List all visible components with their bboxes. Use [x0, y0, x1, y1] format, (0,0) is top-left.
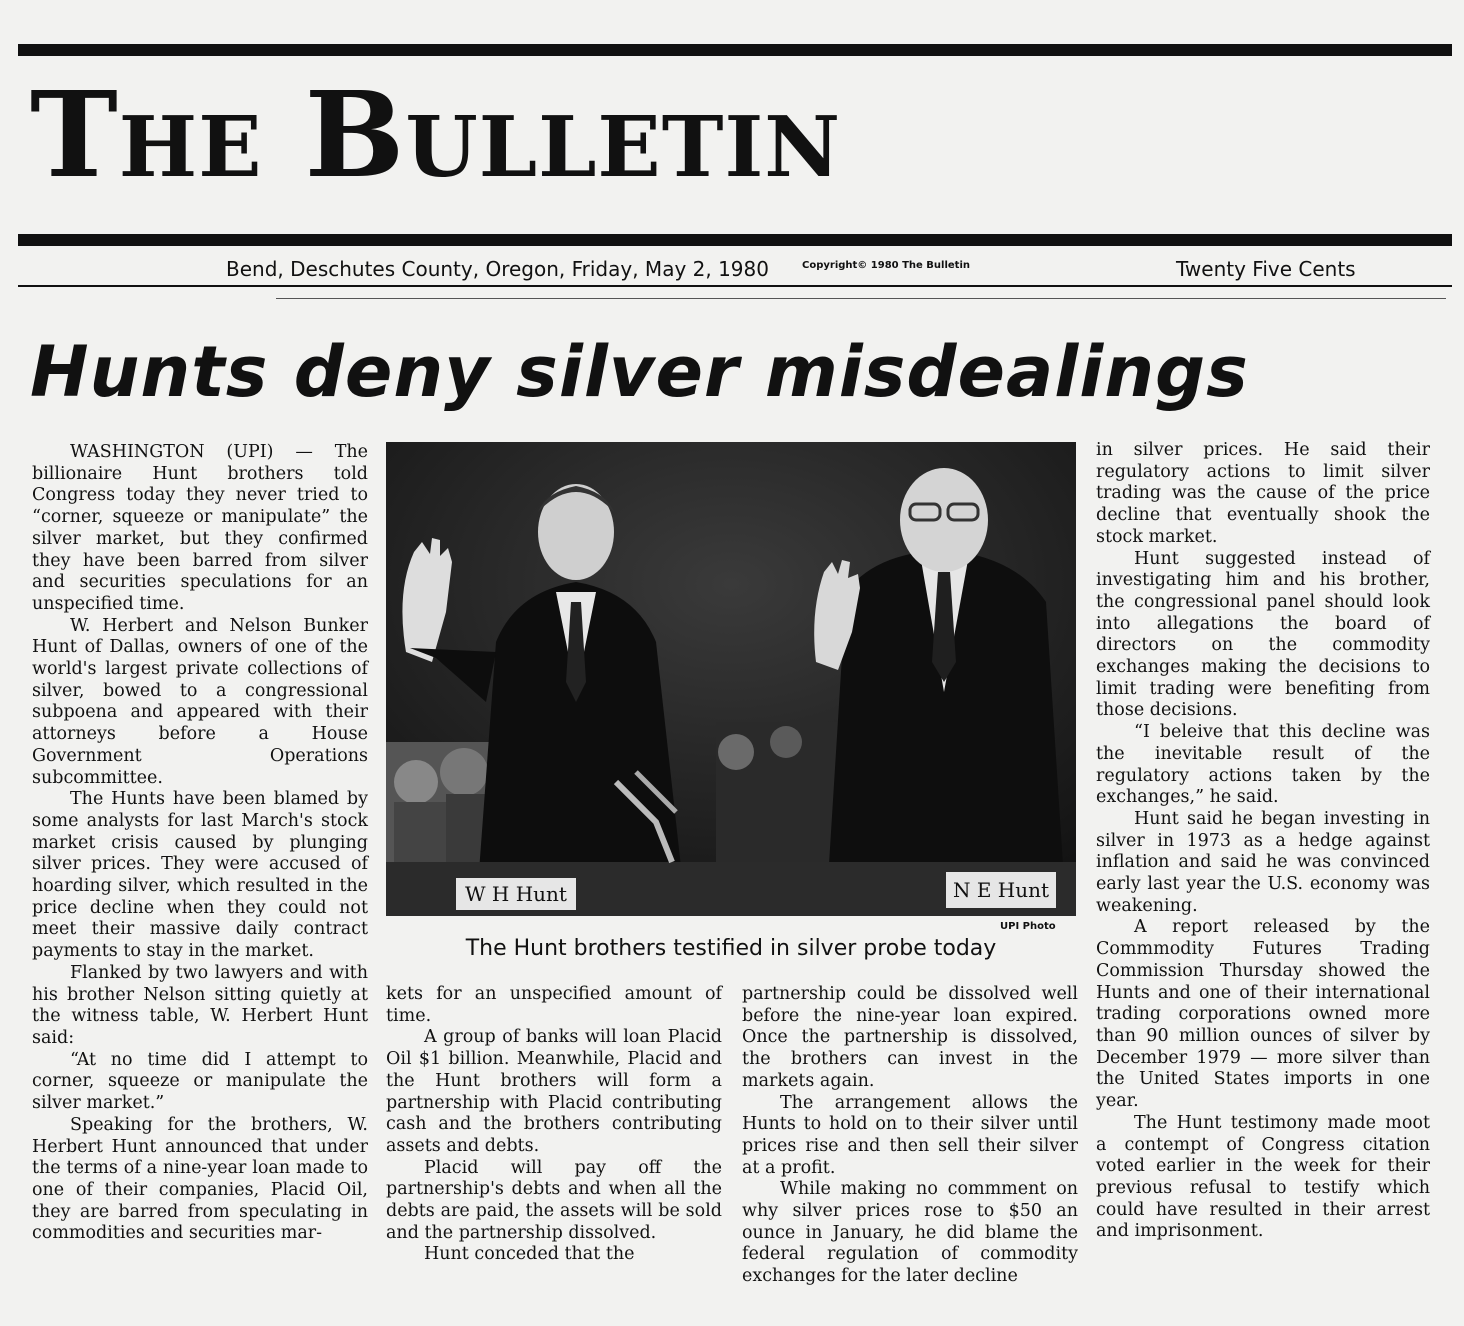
col4-paragraph: “I beleive that this decline was the inevitable result of the regulatory actions taken by the exchanges,” he said.: [1096, 722, 1430, 808]
nameplate-right: N E Hunt: [952, 878, 1050, 902]
article-column-3: [742, 984, 1078, 1288]
col3-paragraph: The arrangement allows the Hunts to hold on to their silver until prices rise and then sell their silver at a profit.: [742, 1092, 1078, 1178]
col4-paragraph: in silver prices. He said their regulatory actions to limit silver trading was the cause of the price decline that eventually shook the stock market.: [1096, 440, 1430, 547]
col3-paragraph: While making no commment on why silver prices rose to $50 an ounce in January, he did blame the federal regulation of commodity exchanges for the later decline: [742, 1179, 1078, 1287]
col4-paragraph: A report released by the Commmodity Futures Trading Commission Thursday showed the Hunts and one of their international trading corporations owned more than 90 million ounces of silver by December 1979 — more silver than the United States imports in one year.: [1096, 917, 1430, 1112]
photo-illustration: [386, 442, 1076, 916]
col1-paragraph: Flanked by two lawyers and with his brother Nelson sitting quietly at the witness table, W. Herbert Hunt said:: [32, 962, 368, 1048]
headline-top-rule: [276, 298, 1446, 299]
news-photo: [386, 442, 1076, 916]
col1-paragraph: WASHINGTON (UPI) — The billionaire Hunt brothers told Congress today they never tried to “corner, squeeze or manipulate” the silver market, but they confirmed they have been barred from silver and securities speculations for an unspecified time.: [32, 442, 368, 614]
col2-paragraph: kets for an unspecified amount of time.: [386, 984, 722, 1026]
masthead-bottom-rule: [18, 234, 1452, 246]
col1-paragraph: W. Herbert and Nelson Bunker Hunt of Dallas, owners of one of the world's largest private collections of silver, bowed to a congressional subpoena and appeared with their attorneys before a House Government Operations subcommittee.: [32, 615, 368, 788]
nameplate-left: W H Hunt: [465, 882, 567, 906]
col1-paragraph: “At no time did I attempt to corner, squeeze or manipulate the silver market.”: [32, 1049, 368, 1114]
top-thick-rule: [18, 44, 1452, 56]
masthead-word-bulletin: Bulletin: [304, 65, 842, 204]
col1-paragraph: The Hunts have been blamed by some analysts for last March's stock market crisis caused by plunging silver prices. They were accused of hoarding silver, which resulted in the price decline when they could not meet their massive daily contract payments to stay in the market.: [32, 789, 368, 962]
col2-paragraph: Hunt conceded that the: [424, 1244, 635, 1265]
price: Twenty Five Cents: [1176, 257, 1356, 281]
masthead-word-the: The: [30, 65, 263, 204]
folio-bottom-rule: [18, 285, 1452, 287]
col4-paragraph: Hunt suggested instead of investigating him and his brother, the congressional panel should look into allegations the board of directors on the commodity exchanges making the decisions to limit trading were benefiting from those decisions.: [1096, 548, 1430, 721]
article-column-2: [386, 984, 722, 1266]
dateline: Bend, Deschutes County, Oregon, Friday, May 2, 1980: [226, 257, 769, 281]
col2-paragraph: A group of banks will loan Placid Oil $1 billion. Meanwhile, Placid and the Hunt brothers will form a partnership with Placid contributing cash and the brothers contributing assets and debts.: [386, 1027, 722, 1156]
col4-paragraph: Hunt said he began investing in silver in 1973 as a hedge against inflation and said he was convinced early last year the U.S. economy was weakening.: [1096, 808, 1430, 916]
col2-paragraph: Placid will pay off the partnership's debts and when all the debts are paid, the assets will be sold and the partnership dissolved.: [386, 1157, 722, 1243]
copyright-notice: Copyright© 1980 The Bulletin: [802, 260, 971, 271]
col4-paragraph: The Hunt testimony made moot a contempt of Congress citation voted earlier in the week for their previous refusal to testify which could have resulted in their arrest and imprisonment.: [1096, 1112, 1430, 1242]
col1-paragraph: Speaking for the brothers, W. Herbert Hunt announced that under the terms of a nine-year loan made to one of their companies, Placid Oil, they are barred from speculating in commodities and securities mar-: [32, 1114, 368, 1244]
article-column-4: [1096, 440, 1430, 1243]
masthead: [30, 60, 1430, 210]
photo-credit: UPI Photo: [1000, 921, 1056, 932]
headline: Hunts deny silver misdealings: [30, 331, 1249, 413]
article-column-1: [32, 442, 368, 1245]
col3-paragraph: partnership could be dissolved well before the nine-year loan expired. Once the partnership is dissolved, the brothers can invest in the markets again.: [742, 984, 1078, 1091]
photo-caption: The Hunt brothers testified in silver probe today: [465, 936, 997, 961]
